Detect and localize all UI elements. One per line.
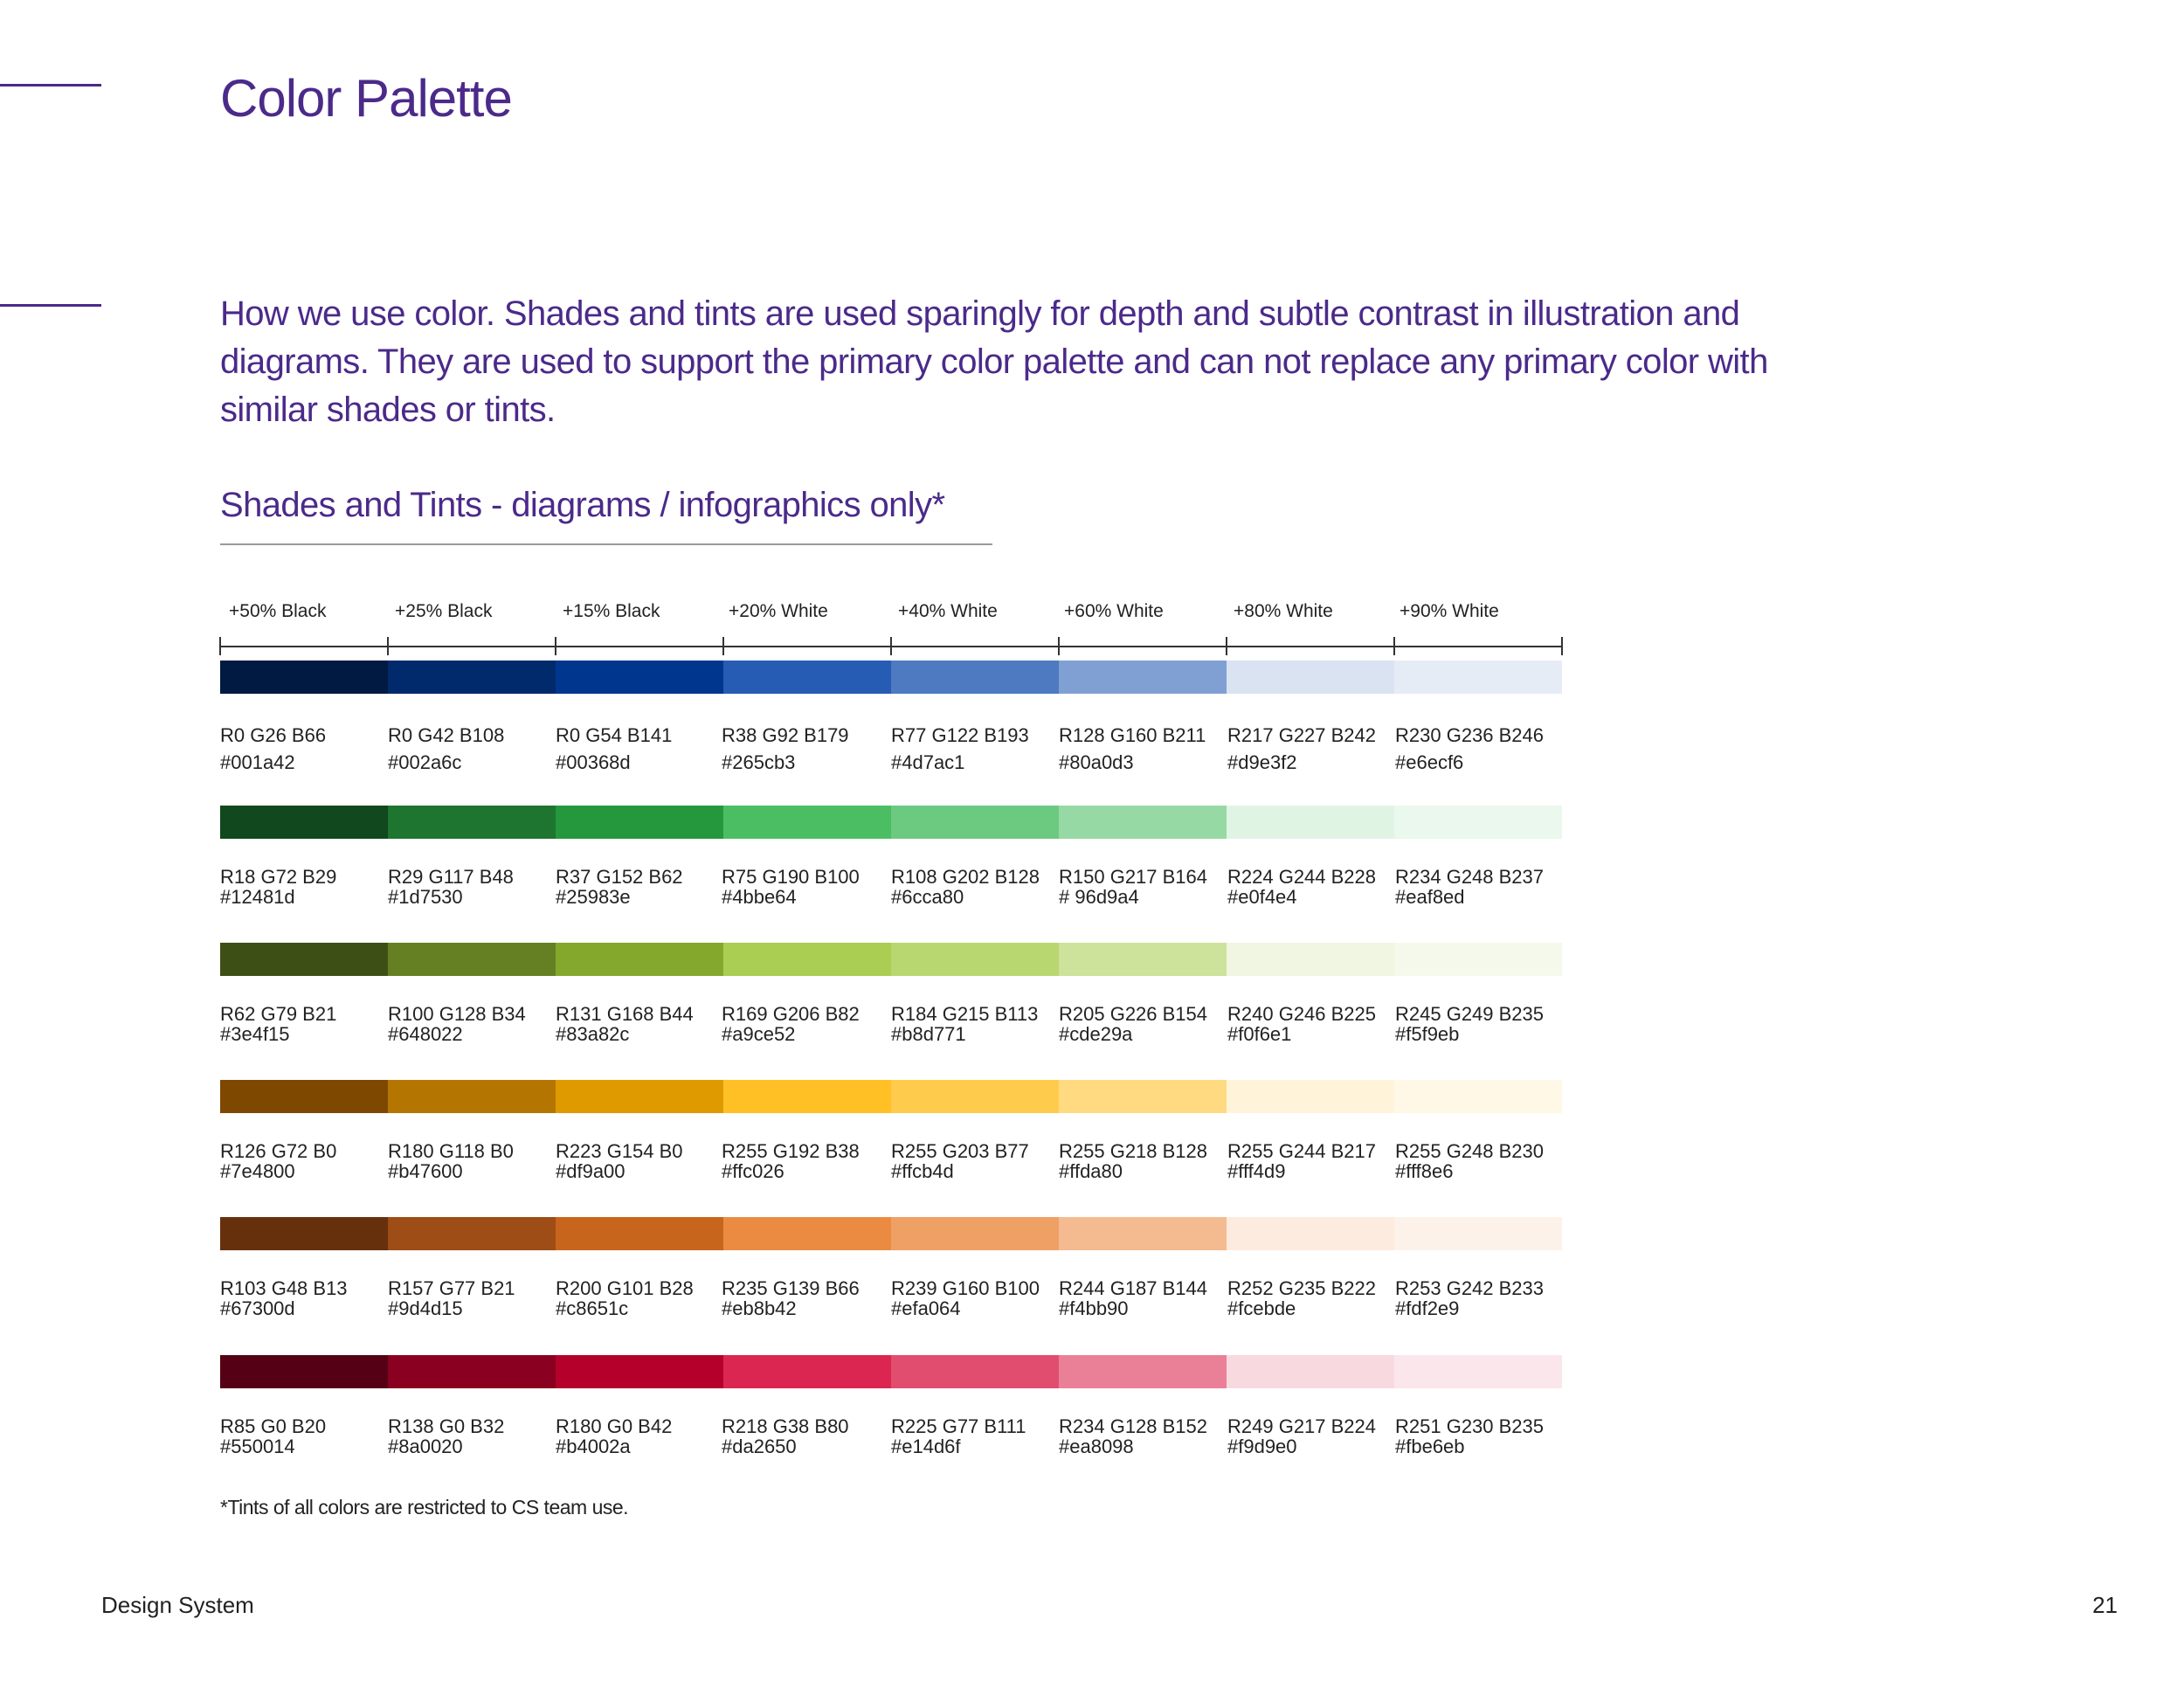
scale-tick [1393,637,1395,655]
color-info [220,1004,336,1044]
color-swatch [723,661,891,694]
color-swatch [220,806,388,839]
hex-value: #efa064 [891,1297,961,1319]
hex-value: #b47600 [388,1160,463,1182]
rgb-value: R218 G38 B80 [722,1415,849,1437]
rgb-value: R255 G218 B128 [1059,1140,1208,1162]
swatch-row [220,1355,1562,1388]
color-info [891,1141,1029,1181]
hex-value: #a9ce52 [722,1023,796,1045]
hex-value: #b8d771 [891,1023,966,1045]
scale-label: +40% White [898,601,998,621]
rgb-value: R75 G190 B100 [722,866,860,888]
hex-value: #4bbe64 [722,886,797,908]
scale-tick [1226,637,1227,655]
color-info [722,1416,849,1456]
color-info [556,1141,683,1181]
hex-value: #83a82c [556,1023,630,1045]
rgb-value: R77 G122 B193 [891,724,1029,746]
color-swatch [1227,1080,1394,1113]
hex-value: #4d7ac1 [891,751,965,773]
color-info [1059,1004,1207,1044]
color-info [1395,867,1544,907]
color-info [1227,1416,1376,1456]
color-info [722,1141,860,1181]
color-info [1227,867,1376,907]
color-swatch [723,806,891,839]
hex-value: #8a0020 [388,1435,463,1457]
hex-value: #9d4d15 [388,1297,463,1319]
swatch-row [220,1080,1562,1113]
scale-tick [890,637,892,655]
hex-value: #648022 [388,1023,463,1045]
hex-value: #fdf2e9 [1395,1297,1460,1319]
color-swatch [556,806,723,839]
intro-paragraph: How we use color. Shades and tints are used sparingly for depth and subtle contrast in illustration and diagrams. They are used to support the primary color palette and can not replace any primary color with similar shades or tints. [220,294,1768,429]
rgb-value: R126 G72 B0 [220,1140,337,1162]
rgb-value: R38 G92 B179 [722,724,849,746]
footer-title: Design System [101,1592,254,1618]
color-info [388,867,514,907]
color-info [1395,722,1544,776]
color-swatch [723,1217,891,1250]
rgb-value: R223 G154 B0 [556,1140,683,1162]
hex-value: #25983e [556,886,631,908]
rgb-value: R253 G242 B233 [1395,1277,1545,1299]
color-info [722,722,849,776]
color-info [556,1004,694,1044]
rgb-value: R103 G48 B13 [220,1277,348,1299]
hex-value: #fcebde [1227,1297,1296,1319]
color-info [1059,1416,1207,1456]
color-swatch [723,943,891,976]
hex-value: #eaf8ed [1395,886,1465,908]
scale-label: +20% White [729,601,828,621]
page-title: Color Palette [220,69,512,128]
color-swatch [723,1355,891,1388]
hex-value: #550014 [220,1435,295,1457]
color-swatch [556,1217,723,1250]
hex-value: #ea8098 [1059,1435,1134,1457]
scale-label: +15% Black [563,601,660,621]
color-swatch [388,943,556,976]
color-info [1227,722,1376,776]
color-swatch [1227,1355,1394,1388]
hex-value: #00368d [556,751,631,773]
color-info [220,722,326,776]
rgb-value: R180 G118 B0 [388,1140,514,1162]
rgb-value: R234 G128 B152 [1059,1415,1208,1437]
rgb-value: R108 G202 B128 [891,866,1040,888]
hex-value: #80a0d3 [1059,751,1134,773]
color-info [1395,1416,1544,1456]
rgb-value: R239 G160 B100 [891,1277,1040,1299]
color-swatch [1059,661,1227,694]
color-swatch [220,1080,388,1113]
hex-value: #f9d9e0 [1227,1435,1297,1457]
color-swatch [388,806,556,839]
hex-value: #df9a00 [556,1160,625,1182]
color-swatch [556,661,723,694]
hex-value: #002a6c [388,751,462,773]
subtitle-underline [220,543,992,545]
rgb-value: R62 G79 B21 [220,1003,337,1025]
rgb-value: R255 G244 B217 [1227,1140,1377,1162]
rgb-value: R235 G139 B66 [722,1277,860,1299]
color-swatch [220,1355,388,1388]
hex-value: #b4002a [556,1435,631,1457]
color-info [556,722,672,776]
color-swatch [1059,1217,1227,1250]
scale-tick [387,637,389,655]
hex-value: #fff8e6 [1395,1160,1454,1182]
hex-value: #e6ecf6 [1395,751,1464,773]
scale-tick [1561,637,1563,655]
scale-label: +25% Black [395,601,493,621]
color-swatch [220,943,388,976]
scale-label: +50% Black [229,601,327,621]
color-swatch [1227,806,1394,839]
hex-value: #f4bb90 [1059,1297,1129,1319]
color-swatch [388,1217,556,1250]
page-number: 21 [2092,1592,2118,1618]
hex-value: #67300d [220,1297,295,1319]
rgb-value: R240 G246 B225 [1227,1003,1377,1025]
rgb-value: R18 G72 B29 [220,866,337,888]
rgb-value: R157 G77 B21 [388,1277,515,1299]
color-info [220,1416,326,1456]
color-swatch [556,1355,723,1388]
hex-value: #da2650 [722,1435,797,1457]
color-swatch [220,661,388,694]
rgb-value: R225 G77 B111 [891,1415,1026,1437]
color-info [220,867,336,907]
color-swatch [891,806,1059,839]
color-swatch [891,661,1059,694]
hex-value: #265cb3 [722,751,796,773]
hex-value: #fbe6eb [1395,1435,1465,1457]
rgb-value: R224 G244 B228 [1227,866,1377,888]
color-info [722,867,860,907]
rgb-value: R205 G226 B154 [1059,1003,1208,1025]
rgb-value: R234 G248 B237 [1395,866,1545,888]
color-swatch [891,943,1059,976]
color-swatch [1059,1080,1227,1113]
color-info [722,1004,860,1044]
hex-value: #eb8b42 [722,1297,797,1319]
footnote: *Tints of all colors are restricted to CS team use. [220,1496,629,1519]
hex-value: #d9e3f2 [1227,751,1297,773]
color-info [1227,1278,1376,1318]
hex-value: #12481d [220,886,295,908]
color-info [556,1416,672,1456]
color-info [891,1004,1038,1044]
rgb-value: R169 G206 B82 [722,1003,860,1025]
hex-value: #f5f9eb [1395,1023,1460,1045]
rgb-value: R29 G117 B48 [388,866,514,888]
hex-value: #ffc026 [722,1160,784,1182]
rgb-value: R0 G26 B66 [220,724,327,746]
rgb-value: R100 G128 B34 [388,1003,526,1025]
hex-value: #1d7530 [388,886,463,908]
color-swatch [891,1355,1059,1388]
scale-label: +60% White [1064,601,1164,621]
hex-value: #ffda80 [1059,1160,1123,1182]
hex-value: #fff4d9 [1227,1160,1286,1182]
rgb-value: R184 G215 B113 [891,1003,1039,1025]
color-swatch [1227,661,1394,694]
hex-value: #ffcb4d [891,1160,954,1182]
scale-tick [555,637,556,655]
color-swatch [891,1217,1059,1250]
color-info [388,1141,514,1181]
color-swatch [891,1080,1059,1113]
color-info [1227,1141,1376,1181]
color-info [722,1278,860,1318]
rgb-value: R245 G249 B235 [1395,1003,1545,1025]
swatch-row [220,806,1562,839]
hex-value: #e0f4e4 [1227,886,1297,908]
color-info [1059,1278,1207,1318]
rgb-value: R200 G101 B28 [556,1277,694,1299]
color-info [1227,1004,1376,1044]
color-swatch [1394,1217,1562,1250]
hex-value: #001a42 [220,751,295,773]
swatch-row [220,1217,1562,1250]
rgb-value: R150 G217 B164 [1059,866,1208,888]
scale-tick [219,637,221,655]
scale-tick [1058,637,1060,655]
color-info [556,1278,694,1318]
color-swatch [1059,943,1227,976]
color-info [891,722,1029,776]
color-swatch [556,943,723,976]
intro-left-rule [0,304,101,307]
color-info [1059,722,1206,776]
color-swatch [1227,943,1394,976]
color-swatch [388,1355,556,1388]
color-swatch [1394,943,1562,976]
scale-label: +80% White [1234,601,1333,621]
color-info [1059,1141,1207,1181]
hex-value: #c8651c [556,1297,629,1319]
color-info [891,1416,1026,1456]
color-info [891,867,1040,907]
scale-tick [722,637,724,655]
scale-label: +90% White [1400,601,1499,621]
hex-value: #f0f6e1 [1227,1023,1292,1045]
color-info [1395,1278,1544,1318]
color-info [556,867,683,907]
rgb-value: R255 G248 B230 [1395,1140,1545,1162]
rgb-value: R0 G42 B108 [388,724,505,746]
rgb-value: R255 G192 B38 [722,1140,860,1162]
color-swatch [388,661,556,694]
rgb-value: R37 G152 B62 [556,866,683,888]
rgb-value: R0 G54 B141 [556,724,673,746]
color-info [388,722,504,776]
color-swatch [388,1080,556,1113]
color-info [1395,1004,1544,1044]
rgb-value: R131 G168 B44 [556,1003,694,1025]
color-swatch [1059,1355,1227,1388]
rgb-value: R255 G203 B77 [891,1140,1029,1162]
color-info [1059,867,1207,907]
hex-value: #e14d6f [891,1435,961,1457]
color-swatch [220,1217,388,1250]
color-info [1395,1141,1544,1181]
hex-value: #6cca80 [891,886,964,908]
hex-value: #3e4f15 [220,1023,290,1045]
rgb-value: R138 G0 B32 [388,1415,505,1437]
rgb-value: R251 G230 B235 [1395,1415,1545,1437]
rgb-value: R85 G0 B20 [220,1415,327,1437]
hex-value: #cde29a [1059,1023,1133,1045]
rgb-value: R244 G187 B144 [1059,1277,1208,1299]
section-subtitle: Shades and Tints - diagrams / infographics only* [220,486,945,524]
color-info [220,1141,336,1181]
rgb-value: R230 G236 B246 [1395,724,1545,746]
color-info [388,1416,504,1456]
color-info [388,1004,526,1044]
color-info [891,1278,1040,1318]
swatch-row [220,661,1562,694]
swatch-row [220,943,1562,976]
color-swatch [556,1080,723,1113]
color-swatch [1394,806,1562,839]
color-swatch [723,1080,891,1113]
hex-value: # 96d9a4 [1059,886,1139,908]
rgb-value: R217 G227 B242 [1227,724,1377,746]
color-swatch [1394,1355,1562,1388]
color-swatch [1394,1080,1562,1113]
hex-value: #7e4800 [220,1160,295,1182]
rgb-value: R252 G235 B222 [1227,1277,1377,1299]
rgb-value: R249 G217 B224 [1227,1415,1377,1437]
color-swatch [1227,1217,1394,1250]
color-info [220,1278,348,1318]
color-swatch [1394,661,1562,694]
rgb-value: R128 G160 B211 [1059,724,1206,746]
color-info [388,1278,515,1318]
top-left-rule [0,84,101,86]
color-swatch [1059,806,1227,839]
rgb-value: R180 G0 B42 [556,1415,673,1437]
